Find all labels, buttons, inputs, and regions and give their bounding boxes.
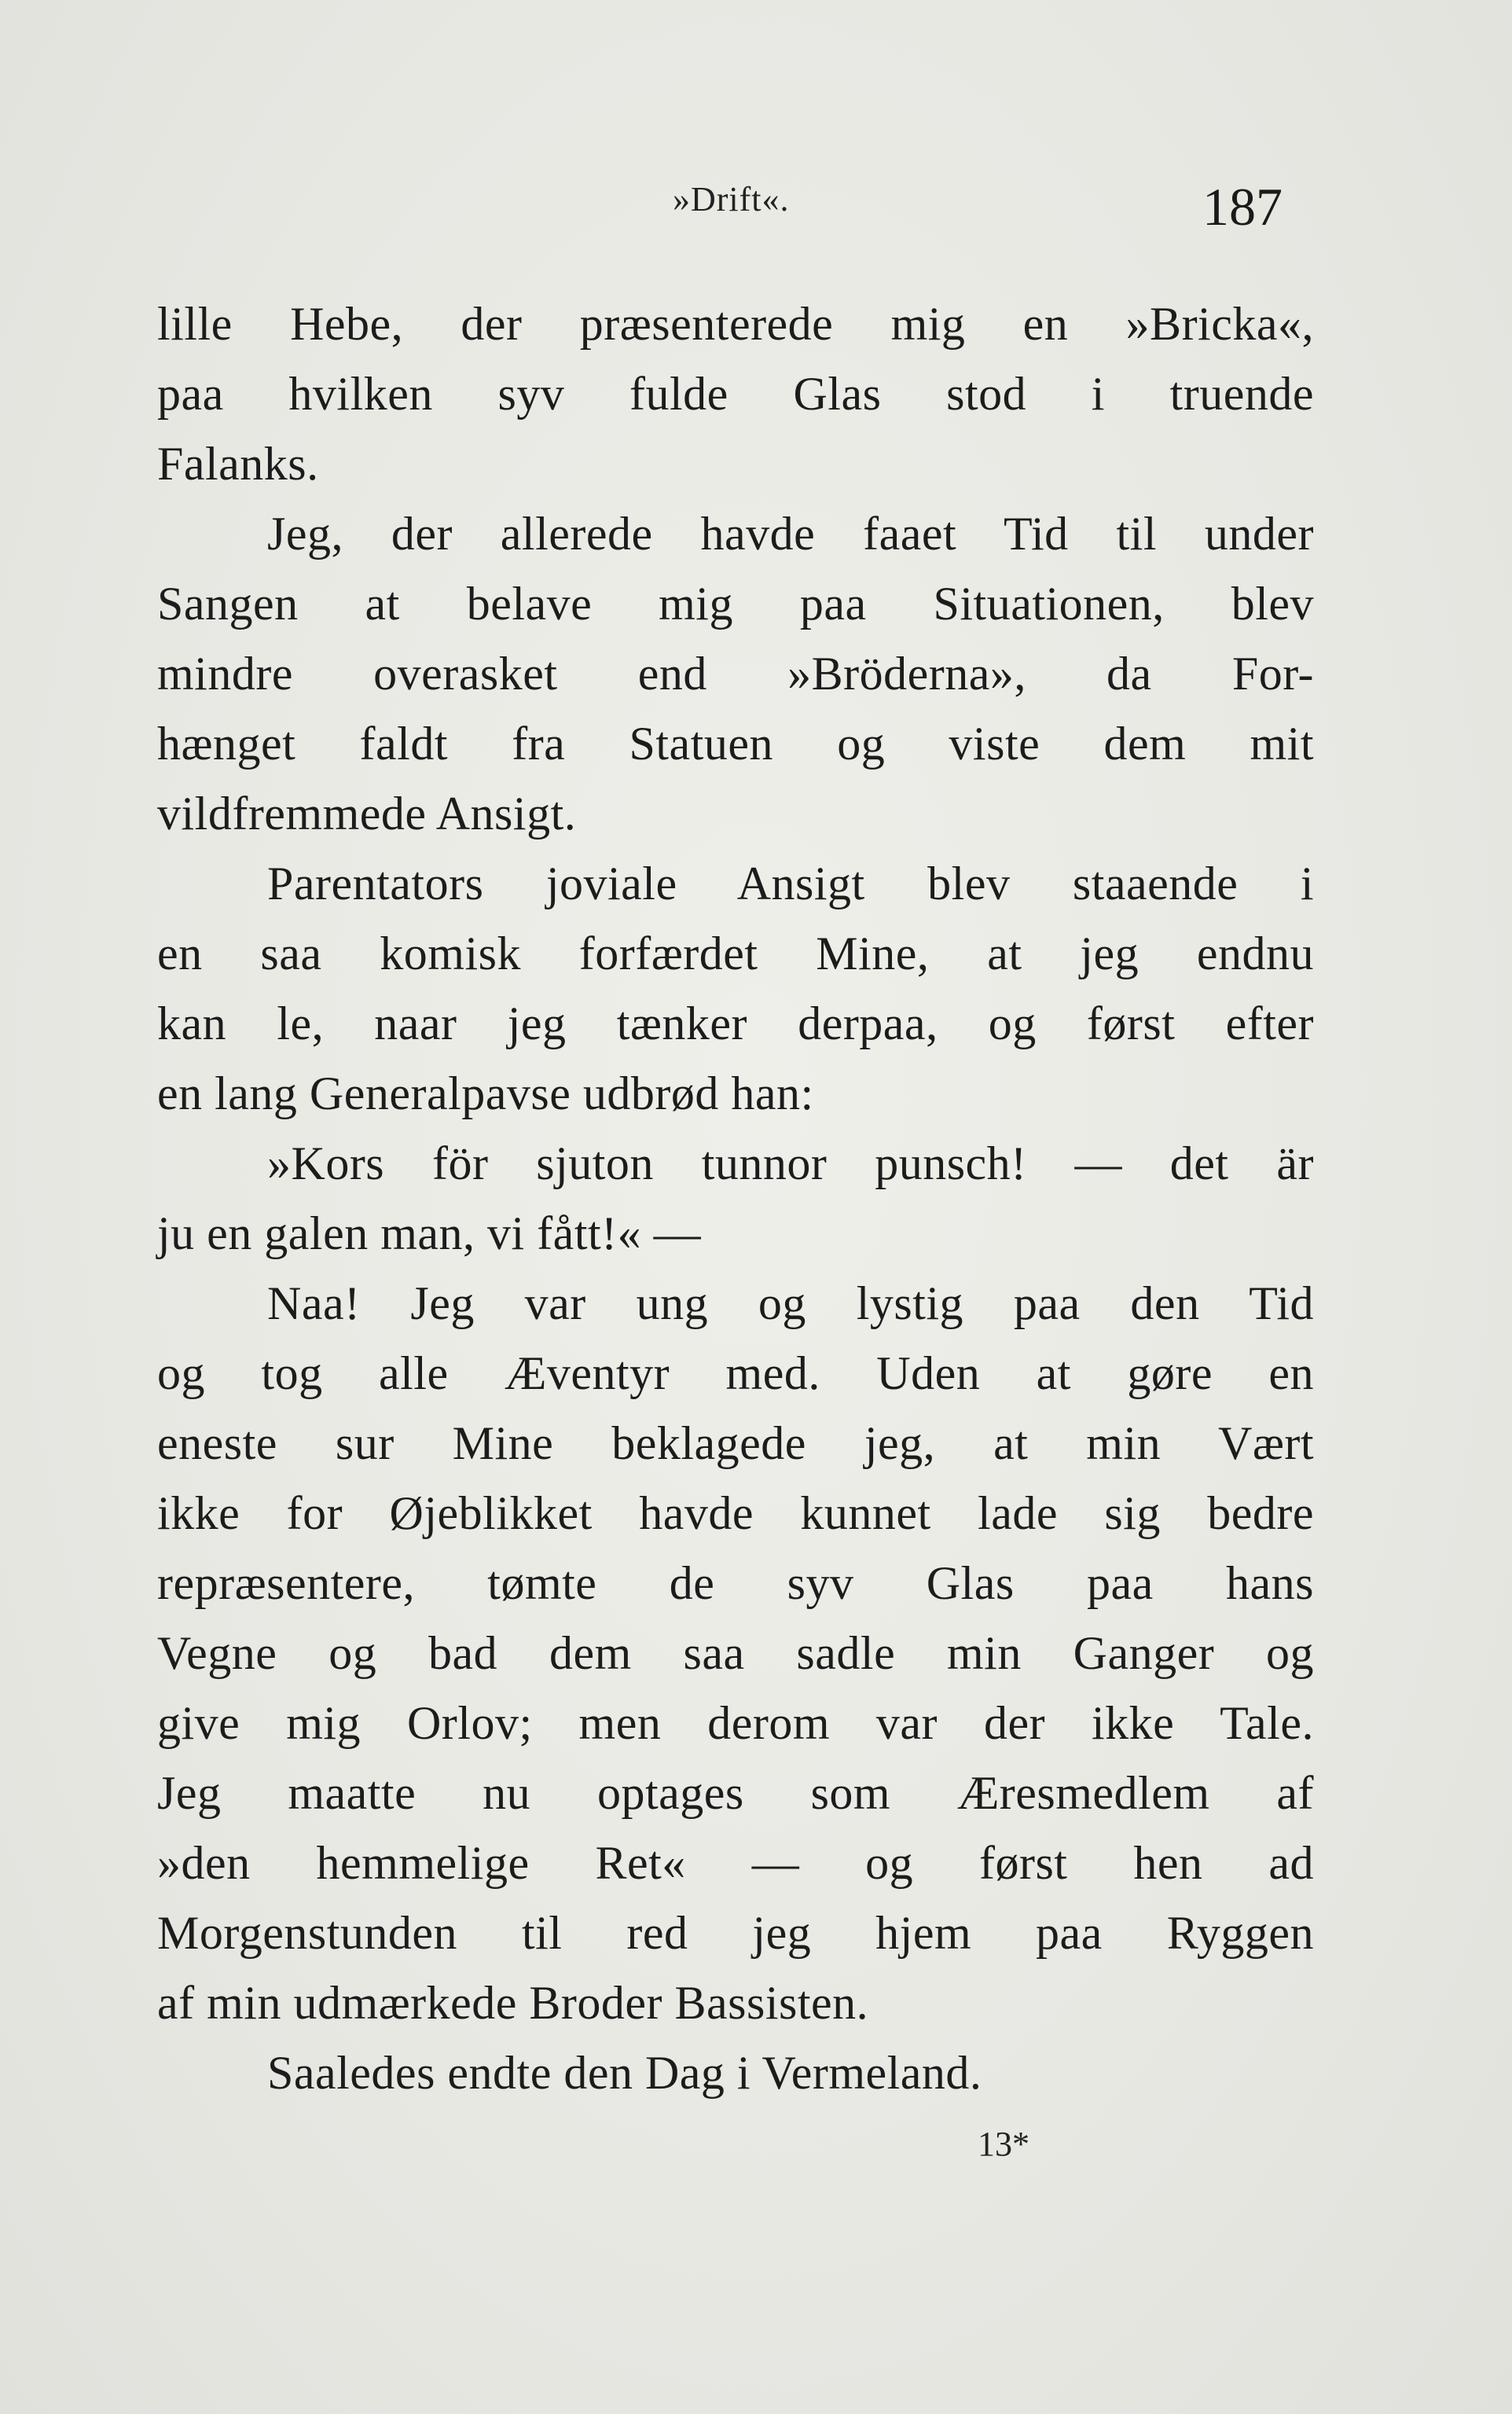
text-line: kan le, naar jeg tænker derpaa, og først efter xyxy=(157,998,1314,1049)
text-line: af min udmærkede Broder Bassisten. xyxy=(157,1977,869,2029)
text-line: »Kors för sjuton tunnor punsch! — det är xyxy=(267,1137,1314,1189)
text-line: ikke for Øjeblikket havde kunnet lade sig bedre xyxy=(157,1487,1314,1539)
running-title: »Drift«. xyxy=(673,180,790,219)
signature-mark: 13* xyxy=(978,2125,1029,2163)
text-line: Jeg, der allerede havde faaet Tid til under xyxy=(267,508,1314,560)
text-line: hænget faldt fra Statuen og viste dem mit xyxy=(157,718,1314,770)
text-line: vildfremmede Ansigt. xyxy=(157,788,577,840)
text-line: Sangen at belave mig paa Situationen, blev xyxy=(157,578,1314,630)
text-line: en saa komisk forfærdet Mine, at jeg endnu xyxy=(157,928,1314,979)
text-line: Parentators joviale Ansigt blev staaende i xyxy=(267,858,1314,909)
text-line: Morgenstunden til red jeg hjem paa Ryggen xyxy=(157,1907,1314,1959)
text-line: eneste sur Mine beklagede jeg, at min Vært xyxy=(157,1417,1314,1469)
text-line: Jeg maatte nu optages som Æresmedlem af xyxy=(157,1767,1314,1819)
page-number: 187 xyxy=(1202,177,1283,237)
text-line: Vegne og bad dem saa sadle min Ganger og xyxy=(157,1627,1314,1679)
text-line: paa hvilken syv fulde Glas stod i truende xyxy=(157,368,1314,420)
text-line: en lang Generalpavse udbrød han: xyxy=(157,1067,814,1119)
text-line: Falanks. xyxy=(157,438,319,490)
text-line: give mig Orlov; men derom var der ikke Tale. xyxy=(157,1697,1314,1749)
text-line: repræsentere, tømte de syv Glas paa hans xyxy=(157,1557,1314,1609)
body-text xyxy=(157,289,1314,2108)
text-line: Saaledes endte den Dag i Vermeland. xyxy=(267,2047,982,2099)
text-line: og tog alle Æventyr med. Uden at gøre en xyxy=(157,1347,1314,1399)
text-line: »den hemmelige Ret« — og først hen ad xyxy=(157,1837,1314,1889)
text-line: lille Hebe, der præsenterede mig en »Bricka«, xyxy=(157,298,1314,350)
text-line: Naa! Jeg var ung og lystig paa den Tid xyxy=(267,1277,1314,1329)
text-line: mindre overasket end »Bröderna», da For- xyxy=(157,648,1314,700)
text-line: ju en galen man, vi fått!« — xyxy=(157,1207,702,1259)
